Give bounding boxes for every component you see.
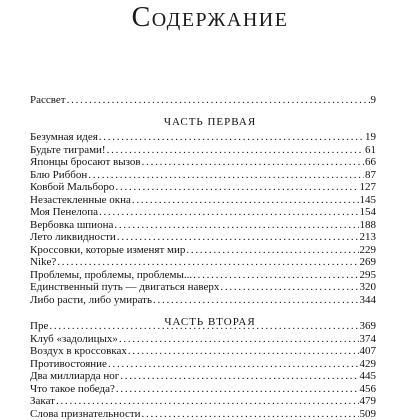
part-two-heading: ЧАСТЬ ВТОРАЯ bbox=[164, 316, 256, 328]
entry-page: 188 bbox=[359, 218, 376, 231]
dot-leader bbox=[128, 345, 359, 357]
toc-entry bbox=[30, 181, 376, 193]
entry-title: Единственный путь — двигаться наверх bbox=[30, 281, 220, 293]
toc-entry bbox=[30, 144, 376, 156]
toc-entry bbox=[30, 281, 376, 293]
dot-leader bbox=[56, 395, 359, 407]
dot-leader bbox=[99, 131, 364, 143]
dot-leader bbox=[193, 269, 358, 281]
dot-leader bbox=[49, 320, 358, 332]
toc-entry bbox=[30, 383, 376, 395]
dot-leader bbox=[115, 181, 358, 193]
entry-page: 127 bbox=[359, 181, 376, 193]
dot-leader bbox=[108, 358, 359, 370]
entry-title: Будьте тиграми! bbox=[30, 143, 106, 156]
entry-title: Японцы бросают вызов bbox=[30, 156, 141, 168]
toc-entry bbox=[30, 244, 376, 256]
entry-title: Проблемы, проблемы, проблемы... bbox=[30, 268, 193, 281]
entry-page: 369 bbox=[359, 320, 376, 332]
toc-entry bbox=[30, 269, 376, 281]
entry-page: 295 bbox=[359, 268, 376, 281]
entry-title: Либо расти, либо умирать bbox=[30, 293, 152, 306]
dot-leader bbox=[99, 206, 359, 218]
entry-page: 9 bbox=[370, 94, 376, 106]
entry-page: 429 bbox=[359, 357, 376, 370]
entry-title: Пре bbox=[30, 320, 49, 332]
entry-page: 320 bbox=[359, 281, 376, 293]
page-title: Содержание bbox=[131, 2, 289, 33]
toc-entry bbox=[30, 194, 376, 206]
entry-title: Противостояние bbox=[30, 357, 107, 370]
entry-title: Слова признательности bbox=[30, 407, 141, 420]
toc-entry bbox=[30, 370, 376, 382]
entry-title: Ковбой Мальборо bbox=[30, 181, 115, 193]
toc-entry bbox=[30, 169, 376, 181]
dot-leader bbox=[88, 169, 364, 181]
dot-leader bbox=[220, 281, 358, 293]
toc-entry bbox=[30, 231, 376, 243]
entry-page: 344 bbox=[359, 293, 376, 306]
entry-page: 269 bbox=[359, 256, 376, 268]
toc-entry bbox=[30, 408, 376, 420]
entry-page: 61 bbox=[365, 143, 376, 156]
dot-leader bbox=[57, 256, 358, 268]
entry-title: Незастекленные окна bbox=[30, 193, 131, 206]
toc-entry bbox=[30, 94, 376, 106]
dot-leader bbox=[132, 194, 359, 206]
entry-page: 145 bbox=[359, 193, 376, 206]
toc-entry bbox=[30, 358, 376, 370]
part-one-heading: ЧАСТЬ ПЕРВАЯ bbox=[163, 116, 257, 128]
entry-page: 66 bbox=[365, 156, 376, 168]
dot-leader bbox=[142, 408, 359, 420]
entry-page: 154 bbox=[359, 206, 376, 218]
dot-leader bbox=[67, 94, 370, 106]
entry-title: Что такое победа? bbox=[30, 382, 115, 395]
dot-leader bbox=[186, 244, 358, 256]
entry-title: Воздух в кроссовках bbox=[30, 345, 127, 357]
entry-page: 456 bbox=[359, 382, 376, 395]
dot-leader bbox=[114, 219, 358, 231]
entry-title: Два миллиарда ног bbox=[30, 370, 120, 382]
dot-leader bbox=[153, 294, 359, 306]
entry-page: 229 bbox=[359, 243, 376, 256]
toc-entry bbox=[30, 206, 376, 218]
entry-title: Вербовка шпиона bbox=[30, 218, 114, 231]
entry-title: Nike? bbox=[30, 256, 57, 268]
dot-leader bbox=[119, 333, 359, 345]
toc-entry bbox=[30, 345, 376, 357]
dot-leader bbox=[116, 383, 359, 395]
entry-page: 19 bbox=[365, 131, 376, 143]
dot-leader bbox=[120, 370, 358, 382]
entry-page: 87 bbox=[365, 168, 376, 181]
entry-page: 213 bbox=[359, 231, 376, 243]
toc-entry bbox=[30, 395, 376, 407]
entry-page: 407 bbox=[359, 345, 376, 357]
entry-title: Кроссовки, которые изменят мир bbox=[30, 243, 186, 256]
dot-leader bbox=[117, 231, 359, 243]
entry-title: Блю Риббон bbox=[30, 168, 88, 181]
toc-entry bbox=[30, 131, 376, 143]
dot-leader bbox=[107, 144, 364, 156]
entry-title: Клуб «задолицых» bbox=[30, 332, 118, 345]
entry-title: Лето ликвидности bbox=[30, 231, 116, 243]
dot-leader bbox=[142, 156, 364, 168]
entry-page: 509 bbox=[359, 407, 376, 420]
toc-entry bbox=[30, 333, 376, 345]
entry-page: 374 bbox=[359, 332, 376, 345]
toc-entry bbox=[30, 320, 376, 332]
entry-title: Рассвет bbox=[30, 94, 66, 106]
toc-entry bbox=[30, 156, 376, 168]
entry-page: 445 bbox=[359, 370, 376, 382]
entry-title: Моя Пенелопа bbox=[30, 206, 98, 218]
toc-entry bbox=[30, 256, 376, 268]
toc-entry bbox=[30, 294, 376, 306]
toc-entry bbox=[30, 219, 376, 231]
entry-title: Закат bbox=[30, 395, 55, 407]
entry-page: 479 bbox=[359, 395, 376, 407]
entry-title: Безумная идея bbox=[30, 131, 98, 143]
